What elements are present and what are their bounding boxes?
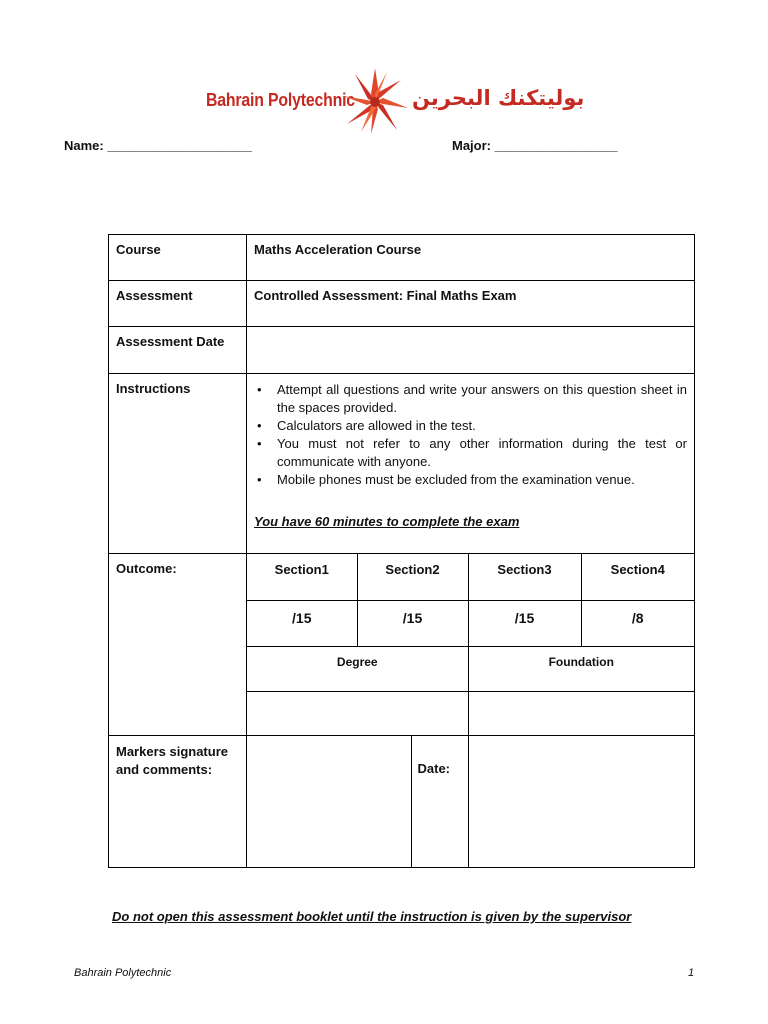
logo-text-arabic: بوليتكنك البحرين: [412, 86, 585, 110]
assessment-row: [109, 281, 695, 327]
assessment-value: Controlled Assessment: Final Maths Exam: [247, 281, 695, 327]
page-number: 1: [688, 967, 695, 979]
bahrain-polytechnic-logo: [200, 68, 585, 136]
instructions-content: [247, 374, 695, 554]
instruction-item: • Mobile phones must be excluded from the examination venue.: [254, 471, 687, 489]
booklet-notice: Do not open this assessment booklet until the instruction is given by the supervisor: [112, 909, 632, 924]
outcome-grid: [247, 554, 694, 735]
course-value: Maths Acceleration Course: [247, 235, 695, 281]
instructions-row: [109, 374, 695, 554]
level-header-row: [247, 646, 694, 691]
footer-institution: Bahrain Polytechnic: [74, 967, 172, 979]
section-score[interactable]: /15: [357, 600, 468, 646]
instructions-label: Instructions: [109, 374, 247, 554]
level-value-row: [247, 691, 694, 735]
section-header: Section3: [468, 554, 581, 600]
assessment-cover-table: [108, 234, 695, 868]
marker-date-box[interactable]: [468, 736, 694, 867]
section-header: Section2: [357, 554, 468, 600]
degree-value[interactable]: [247, 691, 468, 735]
date-label: Date:: [411, 736, 468, 867]
foundation-label: Foundation: [468, 646, 694, 691]
time-limit-note: You have 60 minutes to complete the exam: [254, 514, 520, 529]
instruction-item: • Attempt all questions and write your answers on this question sheet in the spaces provided.: [254, 381, 687, 417]
marker-grid-cell: [247, 736, 695, 868]
foundation-value[interactable]: [468, 691, 694, 735]
assessment-date-label: Assessment Date: [109, 327, 247, 374]
course-label: Course: [109, 235, 247, 281]
outcome-grid-cell: [247, 554, 695, 736]
assessment-label: Assessment: [109, 281, 247, 327]
instructions-list: [254, 381, 687, 489]
marker-grid: [247, 736, 694, 867]
marker-row: [109, 736, 695, 868]
degree-label: Degree: [247, 646, 468, 691]
instruction-item: • Calculators are allowed in the test.: [254, 417, 687, 435]
instruction-item: • You must not refer to any other information during the test or communicate with anyone.: [254, 435, 687, 471]
section-score-row: [247, 600, 694, 646]
assessment-date-value[interactable]: [247, 327, 695, 374]
major-field[interactable]: Major: _________________: [452, 138, 618, 153]
outcome-label: Outcome:: [109, 554, 247, 736]
section-score[interactable]: /15: [247, 600, 357, 646]
marker-signature-label: Markers signature and comments:: [109, 736, 247, 868]
section-score[interactable]: /15: [468, 600, 581, 646]
outcome-row: [109, 554, 695, 736]
name-field[interactable]: Name: ____________________: [64, 138, 252, 153]
marker-signature-box[interactable]: [247, 736, 411, 867]
course-row: [109, 235, 695, 281]
star-burst-icon: [340, 68, 410, 136]
assessment-date-row: [109, 327, 695, 374]
logo-text-english: Bahrain Polytechnic: [206, 90, 355, 110]
section-score[interactable]: /8: [581, 600, 694, 646]
section-header: Section4: [581, 554, 694, 600]
section-header-row: [247, 554, 694, 600]
section-header: Section1: [247, 554, 357, 600]
